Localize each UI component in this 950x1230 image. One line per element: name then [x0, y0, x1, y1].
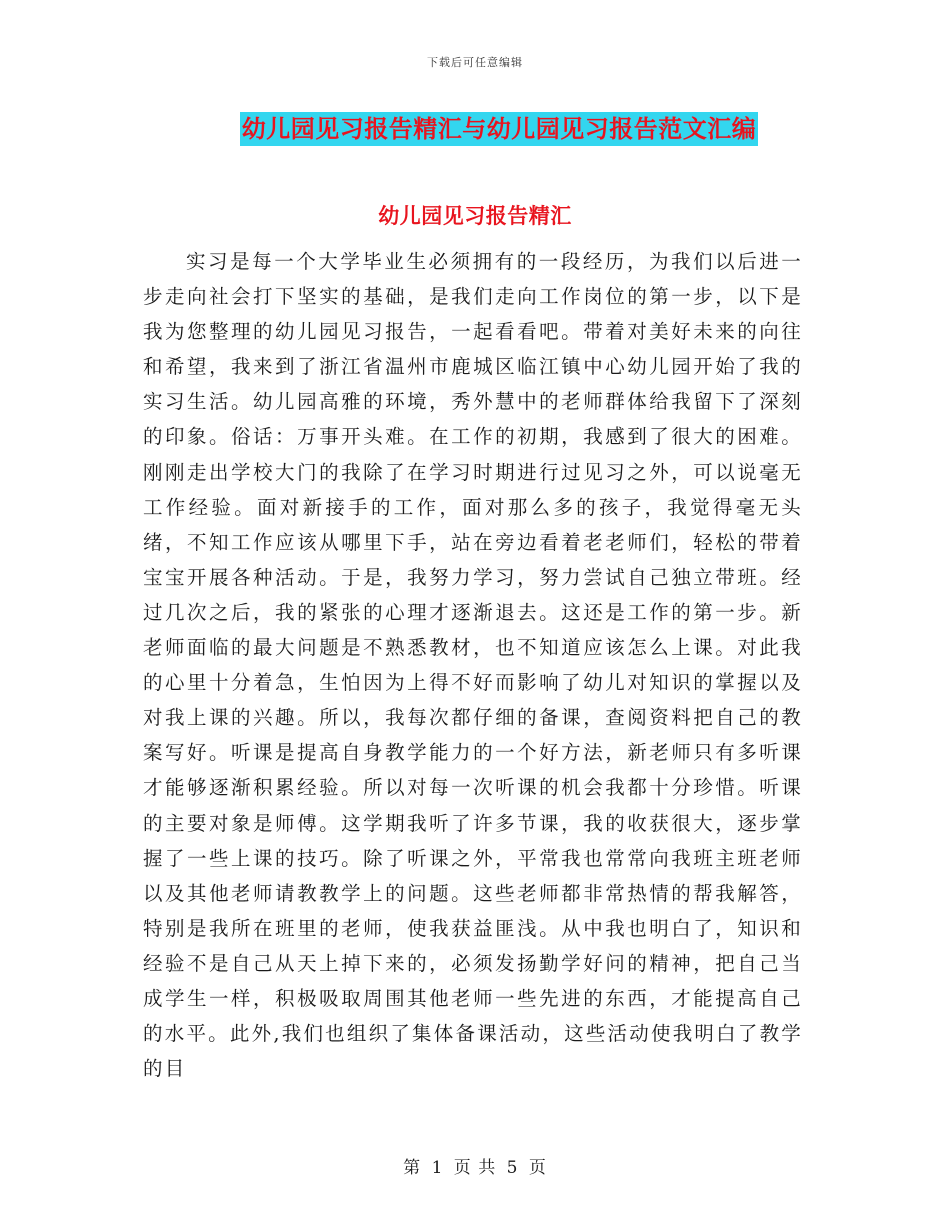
body-paragraph: 实习是每一个大学毕业生必须拥有的一段经历，为我们以后进一步走向社会打下坚实的基础，是我们走向工作岗位的第一步，以下是我为您整理的幼儿园见习报告，一起看看吧。带着对美好未来的向往和希望，我来到了浙江省温州市鹿城区临江镇中心幼儿园开始了我的实习生活。幼儿园高雅的环境，秀外慧中的老师群体给我留下了深刻的印象。俗话：万事开头难。在工作的初期，我感到了很大的困难。刚刚走出学校大门的我除了在学习时期进行过见习之外，可以说毫无工作经验。面对新接手的工作，面对那么多的孩子，我觉得毫无头绪，不知工作应该从哪里下手，站在旁边看着老老师们，轻松的带着宝宝开展各种活动。于是，我努力学习，努力尝试自己独立带班。经过几次之后，我的紧张的心理才逐渐退去。这还是工作的第一步。新老师面临的最大问题是不熟悉教材，也不知道应该怎么上课。对此我的心里十分着急，生怕因为上得不好而影响了幼儿对知识的掌握以及对我上课的兴趣。所以，我每次都仔细的备课，查阅资料把自己的教案写好。听课是提高自身教学能力的一个好方法，新老师只有多听课才能够逐渐积累经验。所以对每一次听课的机会我都十分珍惜。听课的主要对象是师傅。这学期我听了许多节课，我的收获很大，逐步掌握了一些上课的技巧。除了听课之外，平常我也常常向我班主班老师以及其他老师请教教学上的问题。这些老师都非常热情的帮我解答，特别是我所在班里的老师，使我获益匪浅。从中我也明白了，知识和经验不是自己从天上掉下来的，必须发扬勤学好问的精神，把自己当成学生一样，积极吸取周围其他老师一些先进的东西，才能提高自己的水平。此外,我们也组织了集体备课活动，这些活动使我明白了教学的目: [143, 250, 803, 1081]
page-total-number: 5: [506, 1158, 519, 1178]
section-heading: 幼儿园见习报告精汇: [378, 203, 572, 228]
page-label-prefix: 第: [403, 1158, 422, 1178]
title-container: [0, 112, 950, 146]
page-label-mid: 页 共: [453, 1158, 497, 1178]
header-note: 下载后可任意编辑: [427, 56, 523, 69]
page-current-number: 1: [431, 1158, 444, 1178]
page-footer: [0, 1153, 950, 1178]
page-label-suffix: 页: [528, 1158, 547, 1178]
document-title: 幼儿园见习报告精汇与幼儿园见习报告范文汇编: [240, 112, 759, 146]
